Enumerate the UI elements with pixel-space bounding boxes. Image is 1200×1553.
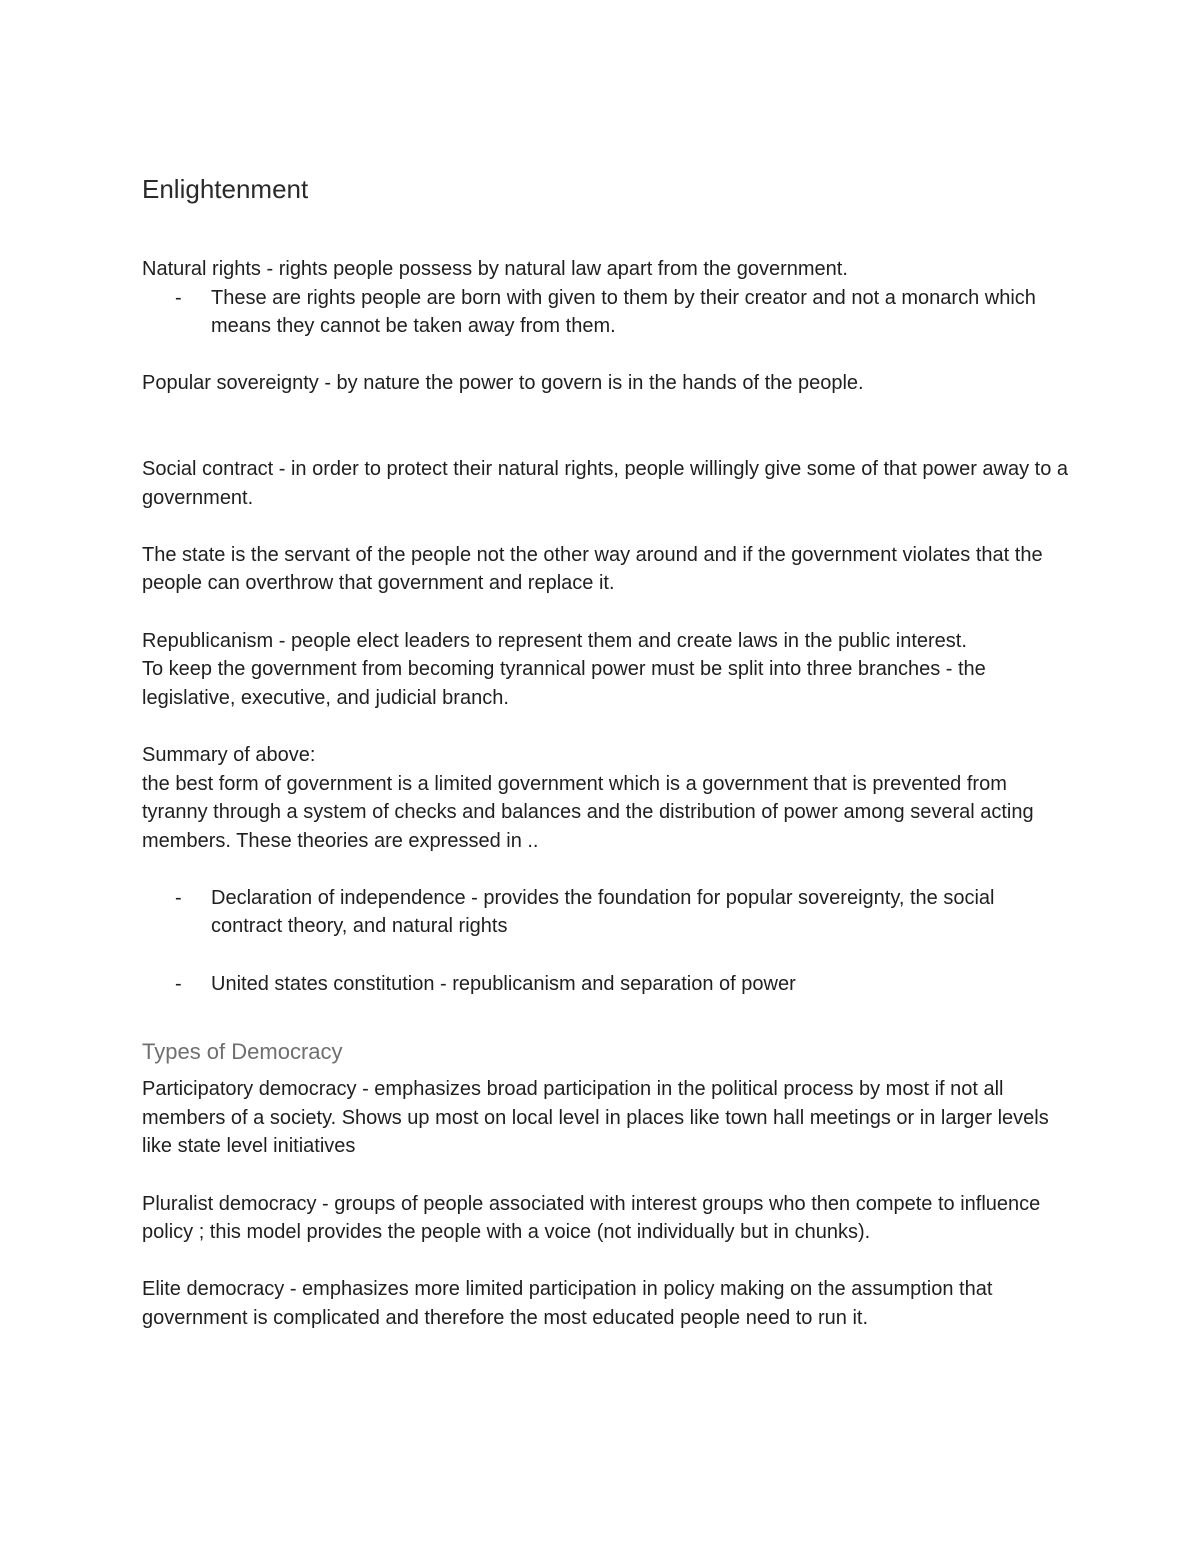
paragraph-pluralist: Pluralist democracy - groups of people associated with interest groups who then compete to influence policy ; this model provides the people with a voice (not individually but in chunks). bbox=[142, 1192, 1041, 1244]
bullet-dash: - bbox=[175, 886, 182, 909]
summary-label: Summary of above: bbox=[142, 743, 316, 766]
list-item bbox=[142, 970, 1070, 999]
paragraph-state-servant: The state is the servant of the people not the other way around and if the government violates that the people can overthrow that government and replace it. bbox=[142, 543, 1043, 595]
bullet-text: United states constitution - republicanism and separation of power bbox=[211, 972, 796, 995]
paragraph-social-contract: Social contract - in order to protect their natural rights, people willingly give some of that power away to a government. bbox=[142, 457, 1069, 509]
expressed-in-list bbox=[142, 884, 1070, 941]
expressed-in-list-2 bbox=[142, 970, 1070, 999]
list-item bbox=[142, 284, 1070, 341]
paragraph-participatory: Participatory democracy - emphasizes broad participation in the political process by most if not all members of a society. Shows up most on local level in places like town hall meetings or in larger levels like state level initiatives bbox=[142, 1078, 1049, 1158]
paragraph-republicanism-cont: To keep the government from becoming tyrannical power must be split into three branches - the legislative, executive, and judicial branch. bbox=[142, 658, 986, 709]
natural-rights-list bbox=[142, 284, 1070, 341]
paragraph-popular-sovereignty: Popular sovereignty - by nature the power to govern is in the hands of the people. bbox=[142, 372, 864, 395]
heading-types-of-democracy: Types of Democracy bbox=[142, 1039, 343, 1065]
paragraph-natural-rights: Natural rights - rights people possess by natural law apart from the government. bbox=[142, 258, 848, 280]
paragraph-elite: Elite democracy - emphasizes more limited participation in policy making on the assumption that government is complicated and therefore the most educated people need to run it. bbox=[142, 1278, 993, 1329]
bullet-dash: - bbox=[175, 286, 182, 309]
paragraph-republicanism: Republicanism - people elect leaders to represent them and create laws in the public interest. bbox=[142, 629, 967, 652]
list-item bbox=[142, 884, 1070, 941]
summary-text: the best form of government is a limited government which is a government that is prevented from tyranny through a system of checks and balances and the distribution of power among several acting members. These theories are expressed in .. bbox=[142, 772, 1034, 852]
bullet-dash: - bbox=[175, 972, 182, 995]
heading-enlightenment: Enlightenment bbox=[142, 174, 309, 204]
bullet-text: Declaration of independence - provides the foundation for popular sovereignty, the social contract theory, and natural rights bbox=[211, 886, 995, 938]
bullet-text: These are rights people are born with given to them by their creator and not a monarch which means they cannot be taken away from them. bbox=[211, 286, 1036, 338]
